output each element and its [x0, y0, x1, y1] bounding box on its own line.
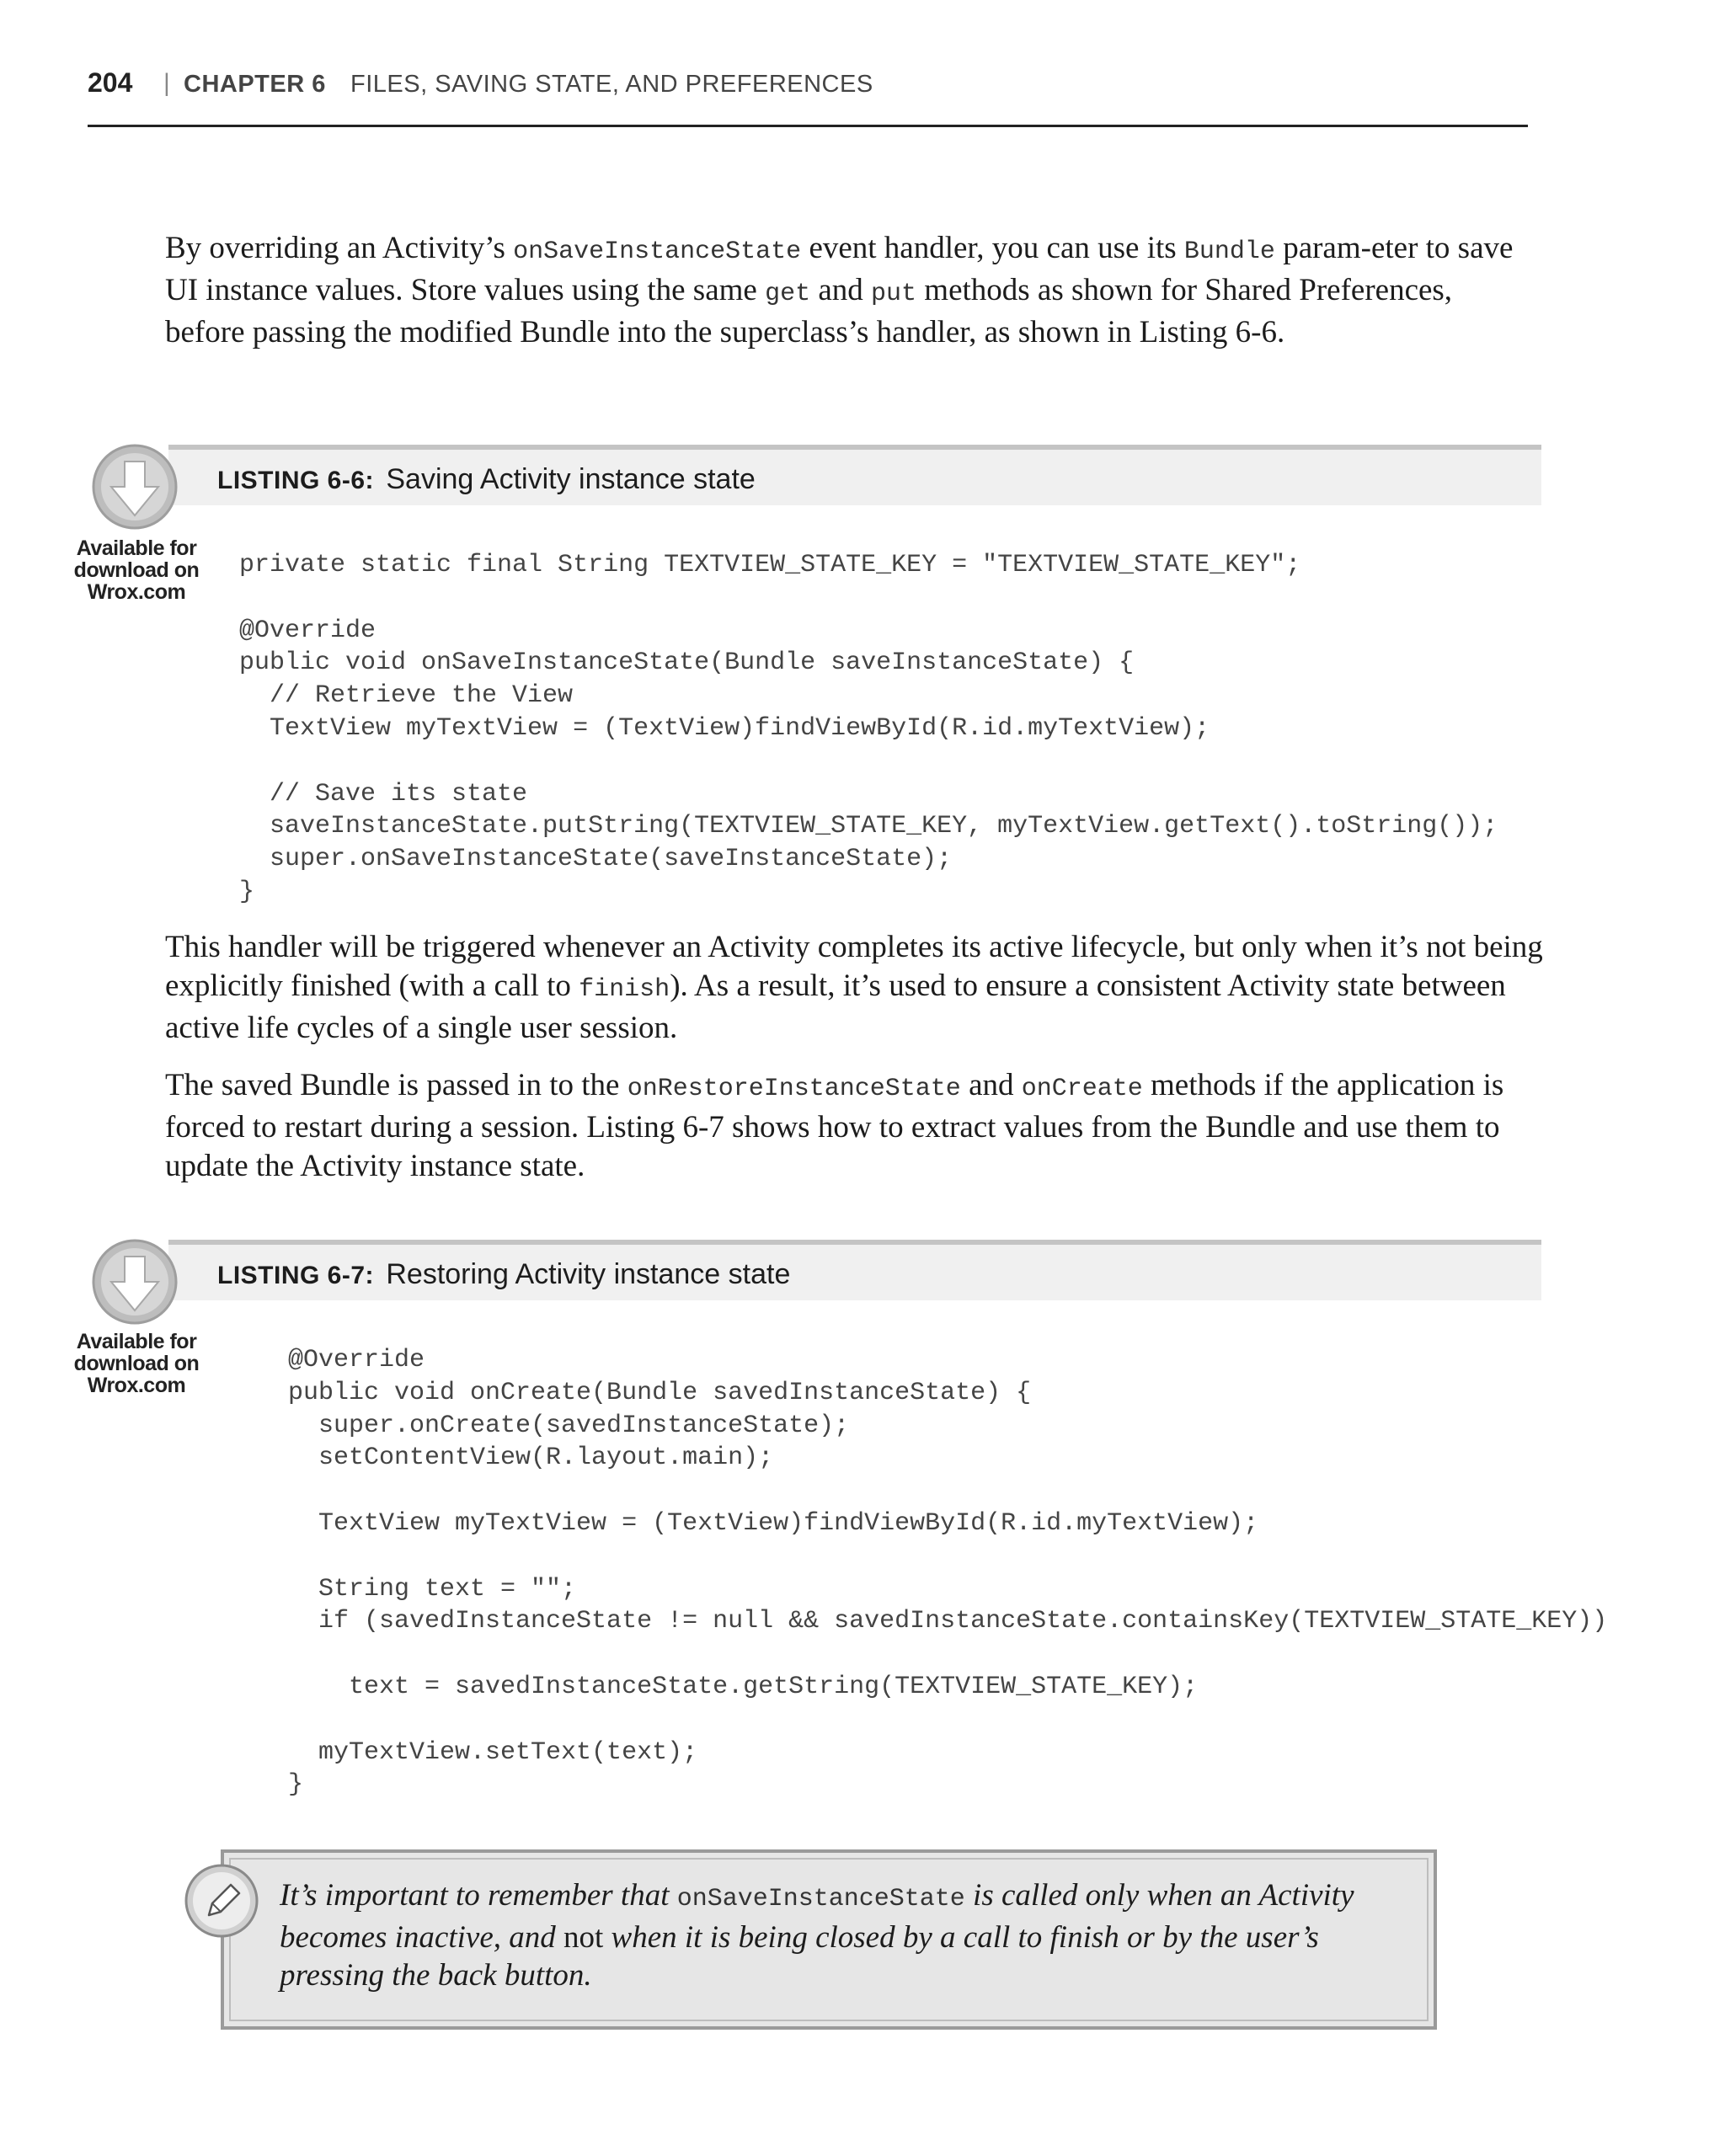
inline-code: get [765, 280, 811, 308]
inline-code: Bundle [1183, 237, 1275, 266]
running-header [88, 67, 1528, 127]
download-arrow-icon [91, 443, 179, 531]
inline-code: onCreate [1021, 1075, 1143, 1103]
download-line: Available for [76, 536, 197, 560]
listing-number: LISTING 6-7: [217, 1262, 375, 1289]
text-run: It’s important to remember that [280, 1878, 677, 1913]
text-run: methods as shown for Shared Preferences, before passing the modified Bundle into the superclass’s handler, as shown in Listing 6-6. [165, 273, 1453, 350]
download-line: download on [73, 558, 200, 582]
note-text [280, 1876, 1425, 1994]
chapter-label: CHAPTER 6 [184, 71, 326, 98]
text-run: and [810, 273, 872, 307]
download-note[interactable] [69, 1331, 204, 1396]
listing-6-7-header [168, 1240, 1541, 1300]
listing-6-6-header [168, 445, 1541, 505]
download-line: download on [73, 1352, 200, 1375]
listing-number: LISTING 6-6: [217, 467, 375, 494]
text-run: event handler, you can use its [801, 231, 1184, 265]
download-line: Available for [76, 1330, 197, 1353]
inline-code: onSaveInstanceState [676, 1885, 965, 1913]
text-run: param-eter to save UI instance values. Store values using the same [165, 231, 1514, 307]
text-run: ). As a result, it’s used to ensure a consistent Activity state between active life cycles of a single user session. [165, 969, 1506, 1045]
listing-label [217, 1258, 790, 1291]
text-run: and [960, 1068, 1022, 1102]
inline-code: put [871, 280, 917, 308]
text-run: The saved Bundle is passed in to the [165, 1068, 628, 1102]
body-paragraph-2 [165, 928, 1546, 1048]
download-note[interactable] [69, 537, 204, 603]
text-run: methods if the application is forced to restart during a session. Listing 6-7 shows how to extract values from the Bundle and use them to update the Activity instance state. [165, 1068, 1504, 1183]
listing-title: Restoring Activity instance state [386, 1258, 791, 1290]
inline-code: onRestoreInstanceState [627, 1075, 961, 1103]
text-run: when it is being closed by a call to finish or by the user’s pressing the back button. [280, 1920, 1319, 1993]
listing-title: Saving Activity instance state [386, 463, 756, 495]
inline-code: finish [579, 975, 670, 1004]
download-link-text: Wrox.com [87, 580, 186, 604]
download-link-text: Wrox.com [87, 1374, 186, 1397]
text-run: This handler will be triggered whenever an Activity completes its active lifecycle, but only when it’s not being explicitly finished (with a call to [165, 930, 1543, 1003]
emphasis-not: not [563, 1920, 604, 1955]
body-paragraph-3 [165, 1066, 1546, 1186]
header-separator: | [163, 69, 170, 97]
listing-label [217, 463, 756, 496]
inline-code: onSaveInstanceState [513, 237, 802, 266]
pencil-note-icon [184, 1863, 259, 1939]
text-run: is called only when an Activity becomes inactive, and [280, 1878, 1354, 1955]
download-arrow-icon [91, 1238, 179, 1326]
code-block-listing-6-6: private static final String TEXTVIEW_STATE_KEY = "TEXTVIEW_STATE_KEY"; @Override public void onSaveInstanceState(Bundle saveInstanceState) { // Retrieve the View TextView myTextView = (TextView)findViewById(R.id.myTextView); // Save its state saveInstanceState.putString(TEXTVIEW_STATE_KEY, myTextView.getText().toString()); super.onSaveInstanceState(saveInstanceState); } [239, 551, 1498, 906]
text-run: By overriding an Activity’s [165, 231, 514, 265]
page-number: 204 [88, 67, 133, 98]
code-block-listing-6-7: @Override public void onCreate(Bundle savedInstanceState) { super.onCreate(savedInstanceState); setContentView(R.layout.main); TextView myTextView = (TextView)findViewById(R.id.myTextView); String text = ""; if (savedInstanceState != null && savedInstanceState.containsKey(TEXTVIEW_STATE_KEY)) text = savedInstanceState.getString(TEXTVIEW_STATE_KEY); myTextView.setText(text); } [288, 1346, 1608, 1800]
chapter-title: FILES, SAVING STATE, AND PREFERENCES [350, 71, 873, 98]
body-paragraph-1 [165, 229, 1521, 352]
